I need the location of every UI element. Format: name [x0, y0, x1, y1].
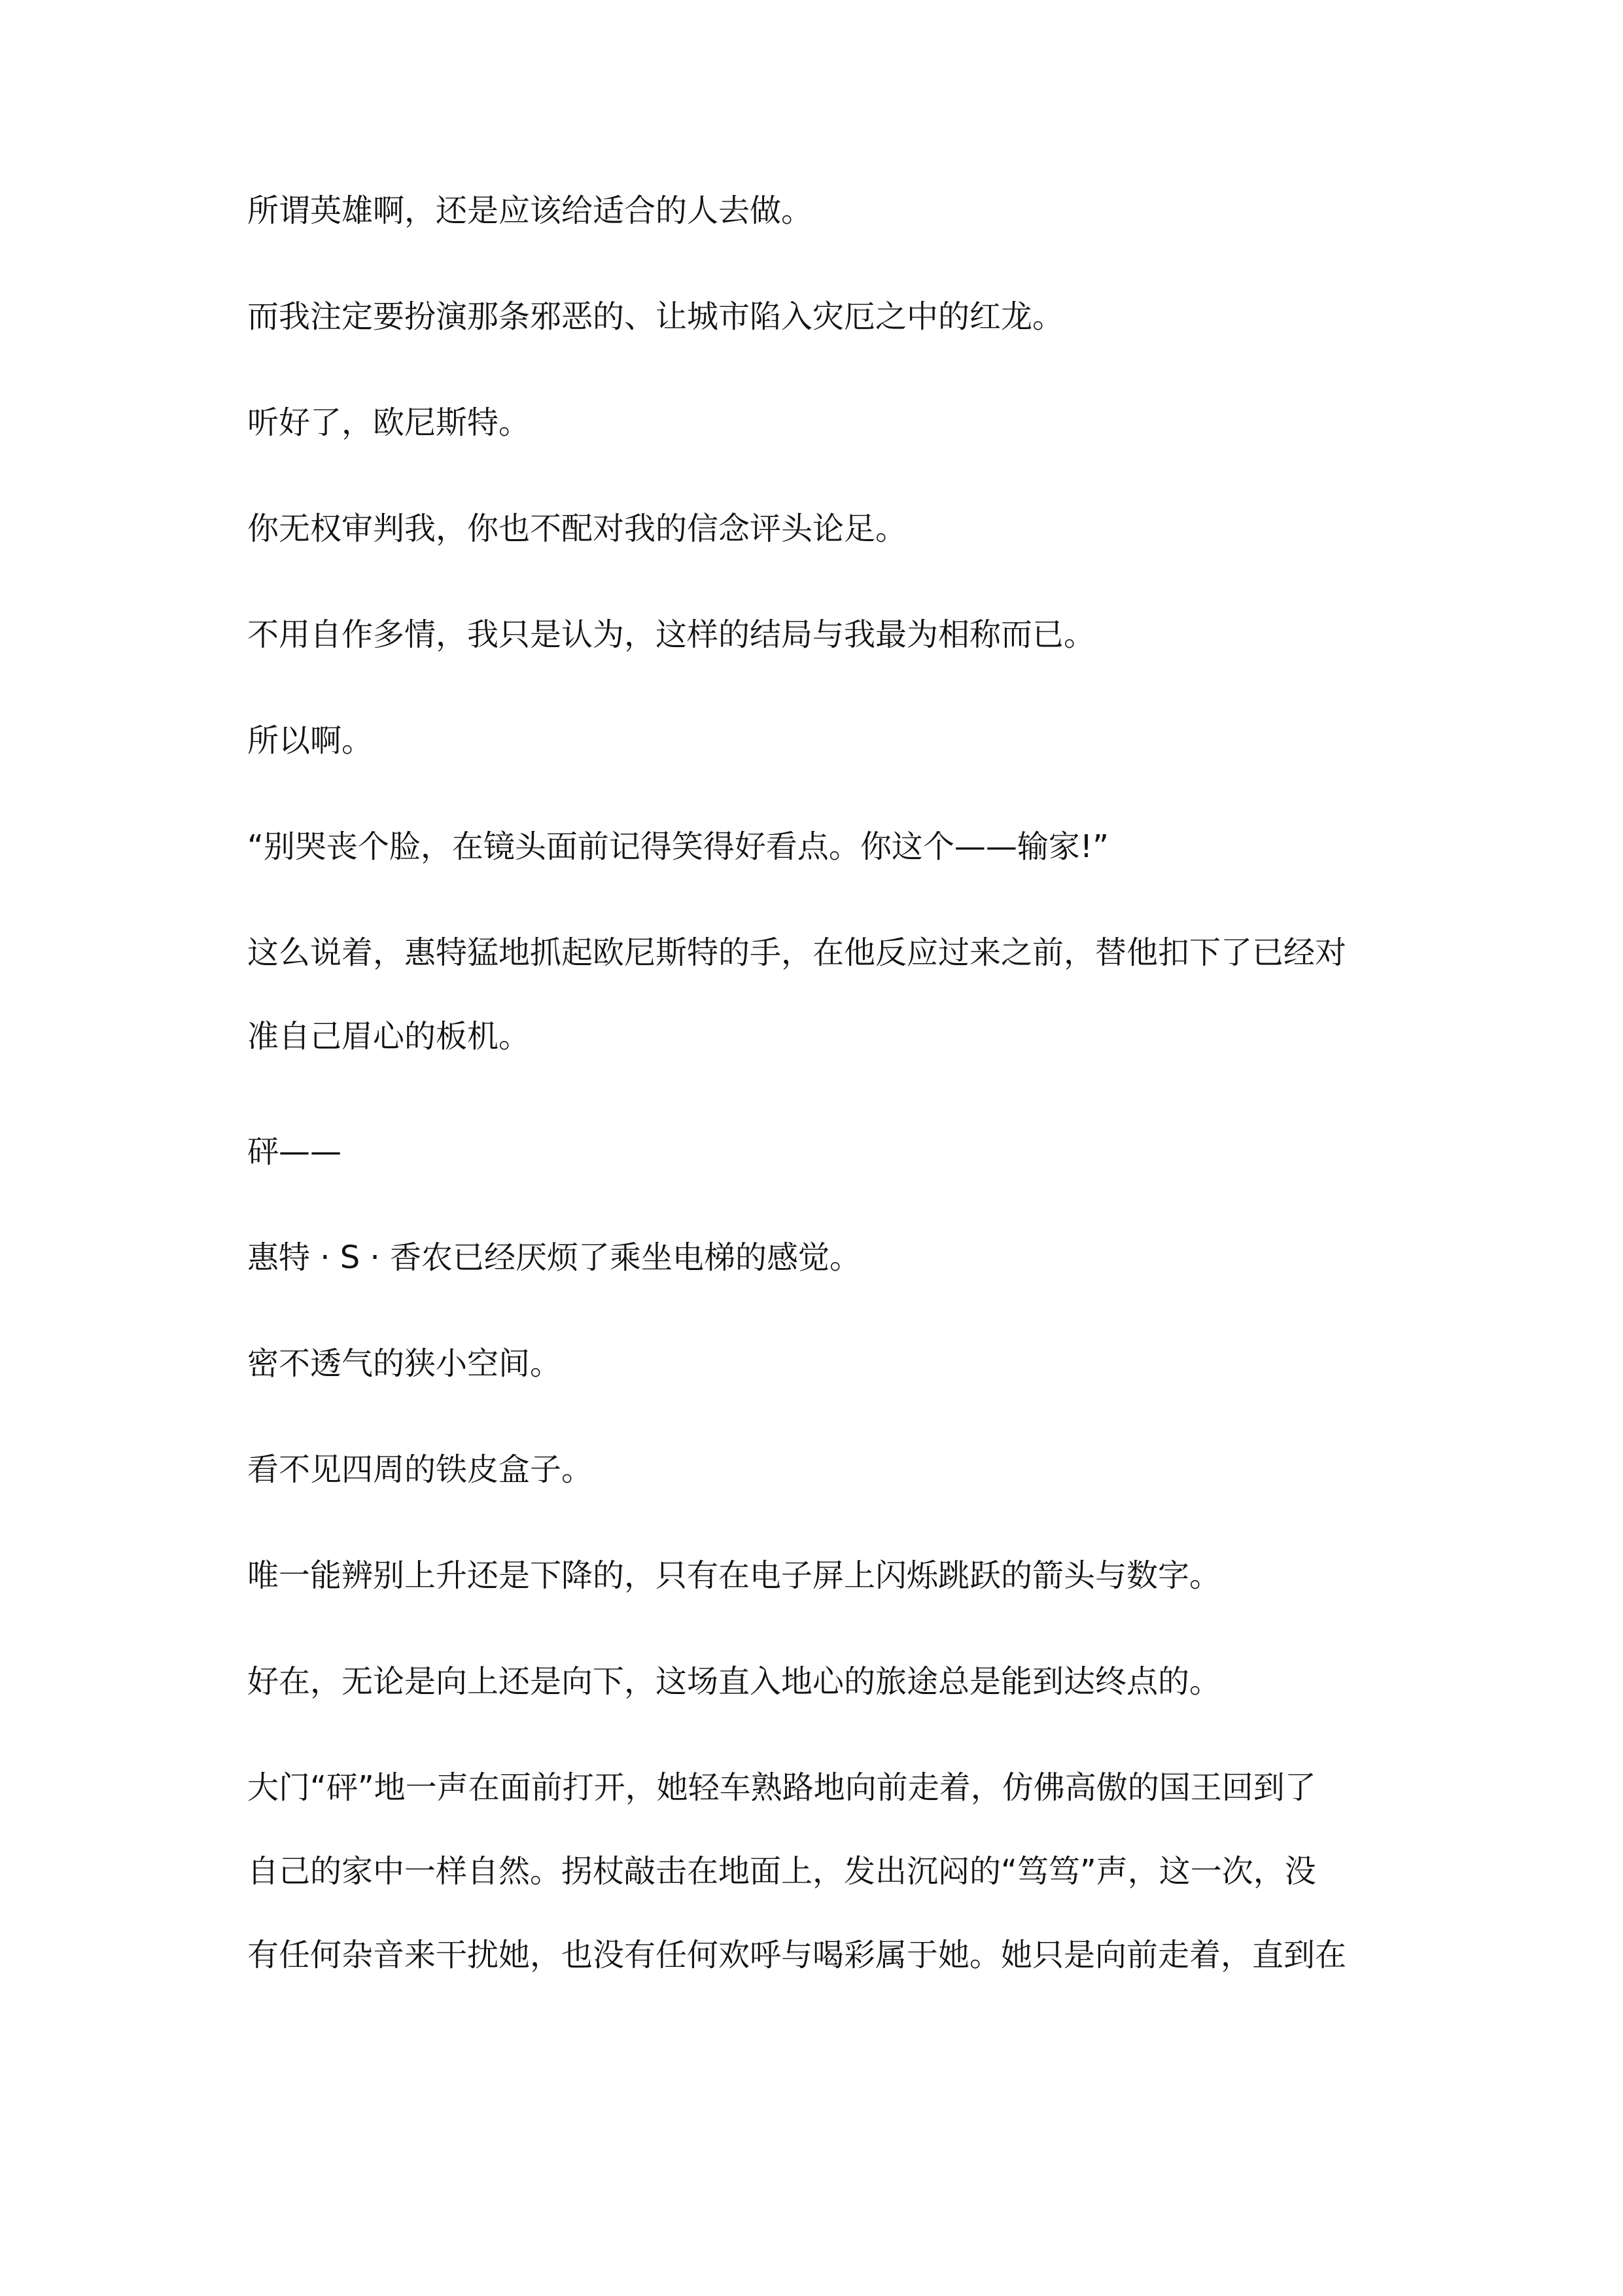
- paragraph-line: 准自己眉心的板机。: [247, 1018, 531, 1055]
- paragraph-line: 自己的家中一样自然。拐杖敲击在地面上，发出沉闷的“笃笃”声，这一次，没: [247, 1853, 1316, 1890]
- paragraph-line: 有任何杂音来干扰她，也没有任何欢呼与喝彩属于她。她只是向前走着，直到在: [247, 1937, 1347, 1973]
- paragraph: 听好了，欧尼斯特。: [247, 404, 531, 441]
- paragraph: 砰——: [247, 1133, 342, 1170]
- paragraph: 看不见四周的铁皮盒子。: [247, 1451, 593, 1488]
- paragraph: 唯一能辨别上升还是下降的，只有在电子屏上闪烁跳跃的箭头与数字。: [247, 1557, 1221, 1594]
- paragraph: 你无权审判我，你也不配对我的信念评头论足。: [247, 510, 907, 547]
- paragraph: 所以啊。: [247, 722, 374, 759]
- text-body: [247, 178, 1399, 2038]
- paragraph: 而我注定要扮演那条邪恶的、让城市陷入灾厄之中的红龙。: [247, 298, 1064, 335]
- paragraph-line: 这么说着，惠特猛地抓起欧尼斯特的手，在他反应过来之前，替他扣下了已经对: [247, 934, 1347, 971]
- paragraph: 不用自作多情，我只是认为，这样的结局与我最为相称而已。: [247, 616, 1096, 653]
- paragraph-multiline: [247, 1746, 1399, 1997]
- paragraph: “别哭丧个脸，在镜头面前记得笑得好看点。你这个——输家!”: [247, 828, 1109, 865]
- paragraph: 惠特 · S · 香农已经厌烦了乘坐电梯的感觉。: [247, 1239, 862, 1276]
- paragraph: 所谓英雄啊，还是应该给适合的人去做。: [247, 192, 813, 229]
- paragraph: 密不透气的狭小空间。: [247, 1345, 562, 1382]
- paragraph-multiline: [247, 911, 1399, 1078]
- paragraph-line: 大门“砰”地一声在面前打开，她轻车熟路地向前走着，仿佛高傲的国王回到了: [247, 1769, 1316, 1806]
- paragraph: 好在，无论是向上还是向下，这场直入地心的旅途总是能到达终点的。: [247, 1663, 1221, 1700]
